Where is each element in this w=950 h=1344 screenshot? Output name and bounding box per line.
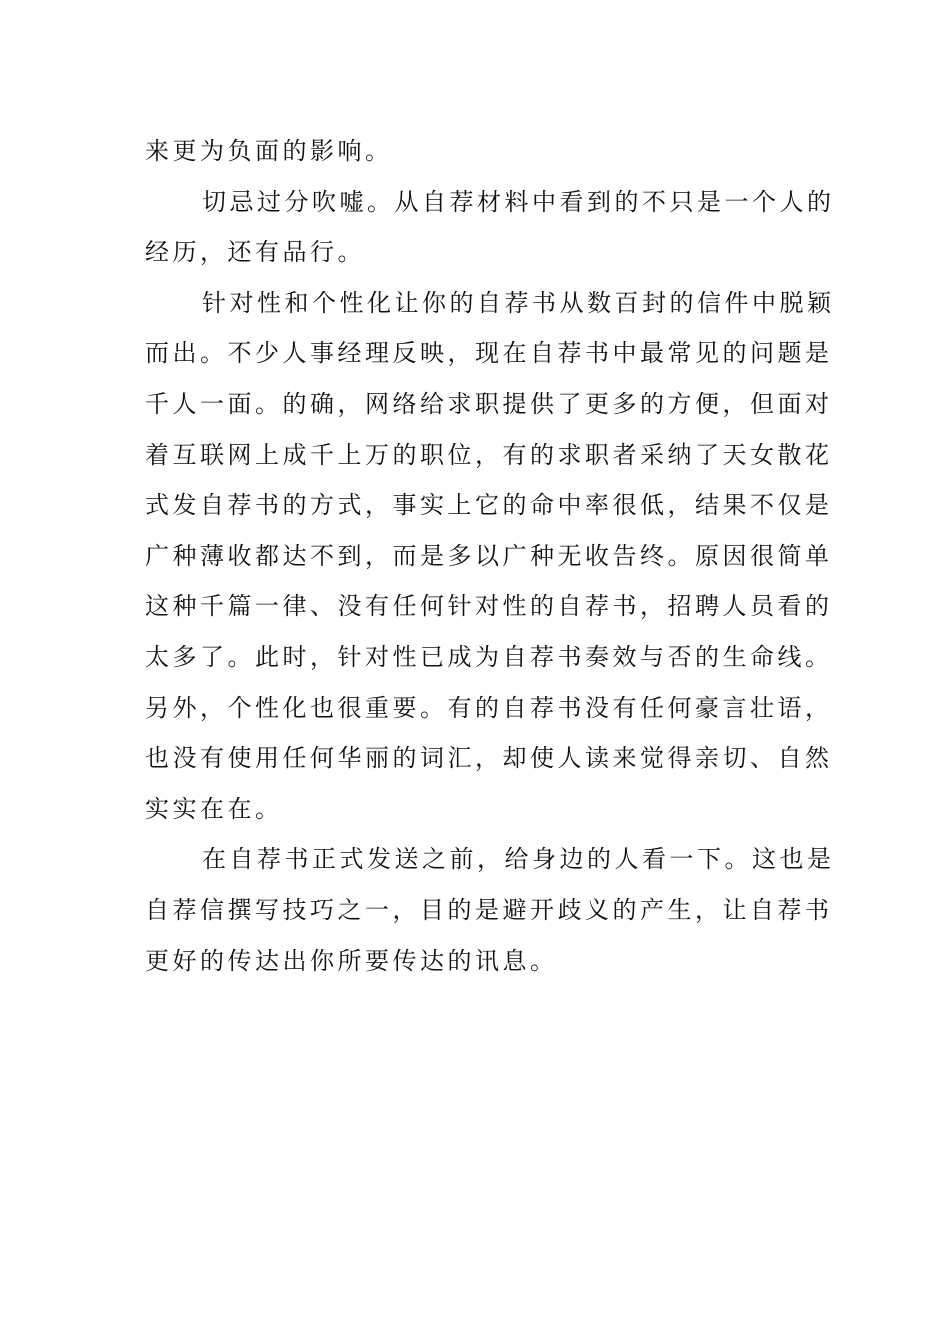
text-line: 更好的传达出你所要传达的讯息。 [145, 946, 558, 975]
paragraph-start-line: 在自荐书正式发送之前，给身边的人看一下。这也是 [202, 845, 835, 874]
paragraph-start-line: 针对性和个性化让你的自荐书从数百封的信件中脱颖 [202, 288, 835, 317]
text-line: 这种千篇一律、没有任何针对性的自荐书，招聘人员看的 [145, 592, 833, 621]
text-line: 千人一面。的确，网络给求职提供了更多的方便，但面对 [145, 389, 833, 418]
text-line: 经历，还有品行。 [145, 238, 365, 267]
text-line: 另外，个性化也很重要。有的自荐书没有任何豪言壮语， [145, 693, 833, 722]
body-text [145, 126, 835, 986]
text-line: 自荐信撰写技巧之一，目的是避开歧义的产生，让自荐书 [145, 895, 833, 924]
text-line: 广种薄收都达不到，而是多以广种无收告终。原因很简单 [145, 541, 833, 570]
text-line: 也没有使用任何华丽的词汇，却使人读来觉得亲切、自然 [145, 744, 833, 773]
text-line: 式发自荐书的方式，事实上它的命中率很低，结果不仅是 [145, 491, 833, 520]
text-line: 实实在在。 [145, 794, 283, 823]
paragraph-start-line: 切忌过分吹嘘。从自荐材料中看到的不只是一个人的 [202, 187, 835, 216]
text-line: 而出。不少人事经理反映，现在自荐书中最常见的问题是 [145, 339, 833, 368]
text-line: 太多了。此时，针对性已成为自荐书奏效与否的生命线。 [145, 642, 833, 671]
text-line: 着互联网上成千上万的职位，有的求职者采纳了天女散花 [145, 440, 833, 469]
text-line: 来更为负面的影响。 [145, 137, 393, 165]
